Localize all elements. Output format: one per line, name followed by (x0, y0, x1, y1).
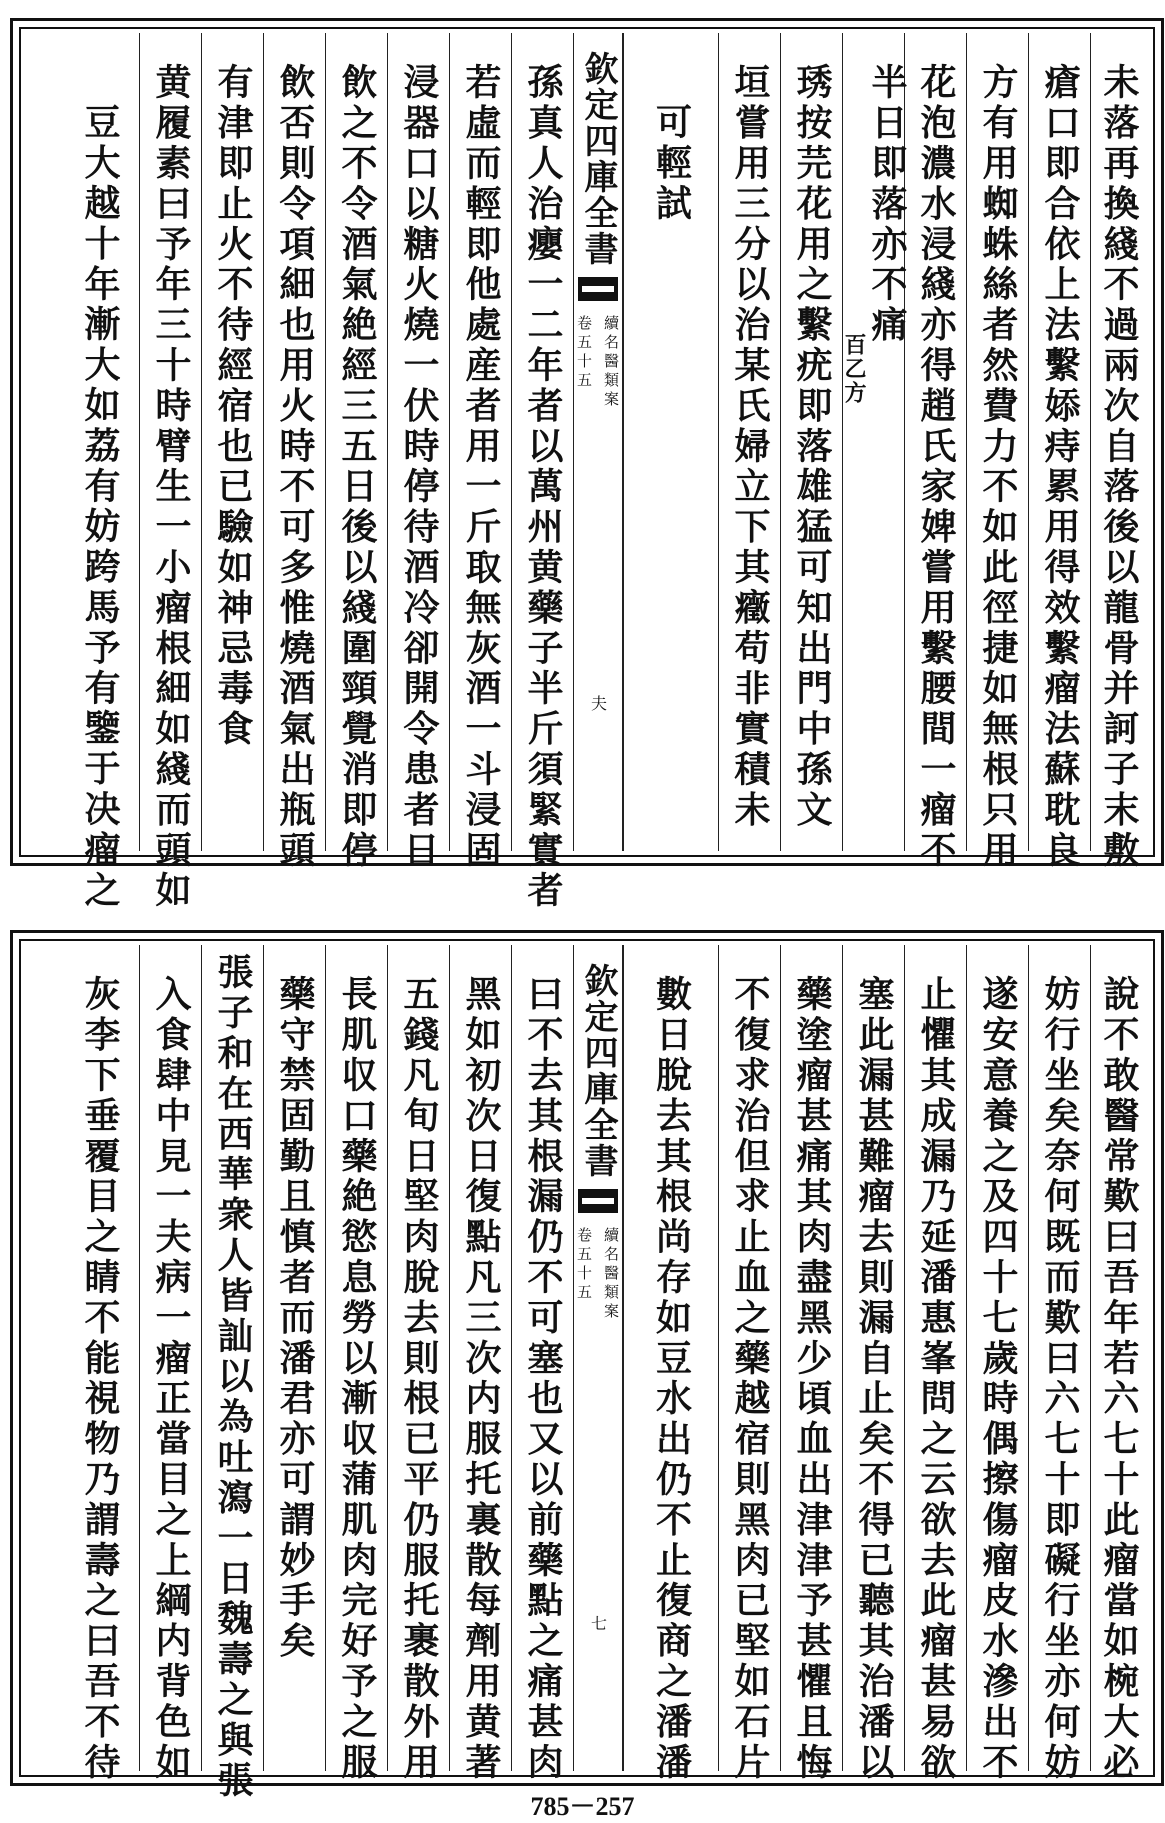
column-text: 孫真人治癭一二年者以萬州黄藥子半斤須緊實者 (522, 63, 564, 912)
gutter-labels (574, 315, 622, 410)
page-footer-number: 785－257 (530, 1792, 635, 1821)
text-column (25, 33, 139, 911)
text-column (201, 33, 264, 851)
text-column (623, 945, 719, 1783)
text-column (718, 33, 781, 851)
text-column (387, 945, 450, 1783)
text-column (139, 945, 202, 1783)
column-text: 未落再換綫不過兩次自落後以龍骨并訶子末敷 (1098, 63, 1140, 871)
volume-label: 卷五十五 (575, 315, 593, 391)
text-column (966, 33, 1029, 871)
column-text: 長肌収口藥絶慾息勞以漸収蒲肌肉完好予之服 (336, 975, 378, 1783)
column-text: 半日即落亦不痛 (866, 63, 908, 346)
fish-tail-ornament-icon (578, 277, 618, 301)
column-text: 飲之不令酒氣絶經三五日後以綫圍頸覺消即停 (336, 63, 378, 871)
text-column (511, 945, 574, 1783)
text-column (904, 945, 967, 1783)
text-column (25, 945, 139, 1783)
text-column (966, 945, 1029, 1783)
collection-title: 欽定四庫全書 (578, 963, 618, 1179)
text-column (139, 33, 202, 912)
column-text: 曰不去其根漏仍不可塞也又以前藥點之痛甚肉 (522, 975, 564, 1783)
column-text: 豆大越十年漸大如荔有妨跨馬予有鑒于决瘤之 (79, 103, 121, 911)
column-text: 可輕試 (650, 103, 693, 225)
column-text: 若虛而輕即他處産者用一斤取無灰酒一斗浸固 (460, 63, 502, 871)
text-column (1028, 33, 1091, 871)
column-text: 黄履素曰予年三十時臂生一小瘤根細如綫而頭如 (150, 63, 192, 912)
page-number: 七 (588, 1615, 608, 1631)
collection-title: 欽定四庫全書 (578, 51, 618, 267)
top-page (10, 18, 1164, 912)
page-number: 夫 (588, 695, 608, 711)
text-column (780, 33, 843, 851)
gutter-labels (574, 1227, 622, 1322)
center-gutter (573, 33, 623, 851)
column-text: 垣嘗用三分以治某氏婦立下其癥苟非實積未 (729, 63, 771, 831)
text-column (511, 33, 574, 912)
text-column (201, 945, 264, 1802)
source-note: 百乙方 (841, 333, 867, 405)
text-column (841, 33, 908, 851)
column-text: 黑如初次日復點凡三次内服托裏散每劑用黄著 (460, 975, 502, 1783)
column-text: 說不敢醫常歎曰吾年若六七十此瘤當如椀大必 (1098, 975, 1140, 1783)
bottom-page (10, 930, 1164, 1802)
text-column (387, 33, 450, 871)
text-column (1028, 945, 1091, 1783)
column-text: 方有用蜘蛛絲者然費力不如此徑捷如無根只用 (977, 63, 1019, 871)
column-text: 張子和在西華衆人皆訕以為吐瀉一日魏壽之與張 (212, 953, 254, 1802)
column-text: 妨行坐矣奈何既而歎曰六七十即礙行坐亦何妨 (1039, 975, 1081, 1783)
text-column (263, 945, 326, 1771)
column-text: 瘡口即合依上法繫婖痔累用得效繫瘤法蘇耽良 (1039, 63, 1081, 871)
column-text: 入食肆中見一夫病一瘤正當目之上綱内背色如 (150, 975, 192, 1783)
text-column (1090, 33, 1147, 871)
text-column (325, 33, 388, 871)
text-column (325, 945, 388, 1783)
column-text: 塞此漏甚難瘤去則漏自止矣不得已聽其治潘以 (853, 975, 895, 1783)
volume-label: 卷五十五 (575, 1227, 593, 1303)
text-column (718, 945, 781, 1783)
text-column (780, 945, 843, 1783)
column-text: 有津即止火不待經宿也已驗如神忌毒食 (212, 63, 254, 750)
column-text: 藥塗瘤甚痛其肉盡黑少頃血出津津予甚懼且悔 (791, 975, 833, 1783)
column-text: 藥守禁固勤且慎者而潘君亦可謂妙手矣 (274, 975, 316, 1662)
column-text: 止懼其成漏乃延潘惠峯問之云欲去此瘤甚易欲 (915, 975, 957, 1783)
book-title: 續名醫類案 (602, 315, 620, 410)
column-text: 飲否則令項細也用火時不可多惟燒酒氣出瓶頭 (274, 63, 316, 871)
column-text: 浸器口以糖火燒一伏時停待酒冷卻開令患者日 (398, 63, 440, 871)
column-text: 琇按芫花用之繫疣即落雄猛可知出門中孫文 (791, 63, 833, 831)
column-text: 數日脫去其根尚存如豆水出仍不止復商之潘潘 (650, 975, 693, 1783)
fish-tail-ornament-icon (578, 1189, 618, 1213)
center-gutter (573, 945, 623, 1771)
text-column (449, 33, 512, 871)
column-text: 不復求治但求止血之藥越宿則黑肉已堅如石片 (729, 975, 771, 1783)
text-column (449, 945, 512, 1783)
book-title: 續名醫類案 (602, 1227, 620, 1322)
column-text: 灰李下垂覆目之睛不能視物乃謂壽之曰吾不待 (79, 975, 121, 1783)
column-text: 五錢凡旬日堅肉脫去則根已平仍服托裹散外用 (398, 975, 440, 1783)
column-text: 花泡濃水浸綫亦得趙氏家婢嘗用繫腰間一瘤不 (915, 63, 957, 871)
text-column (904, 33, 967, 871)
text-column (842, 945, 905, 1783)
text-column (263, 33, 326, 871)
text-column (623, 33, 719, 851)
column-text: 遂安意養之及四十七歲時偶擦傷瘤皮水滲出不 (977, 975, 1019, 1783)
text-column (1090, 945, 1147, 1783)
